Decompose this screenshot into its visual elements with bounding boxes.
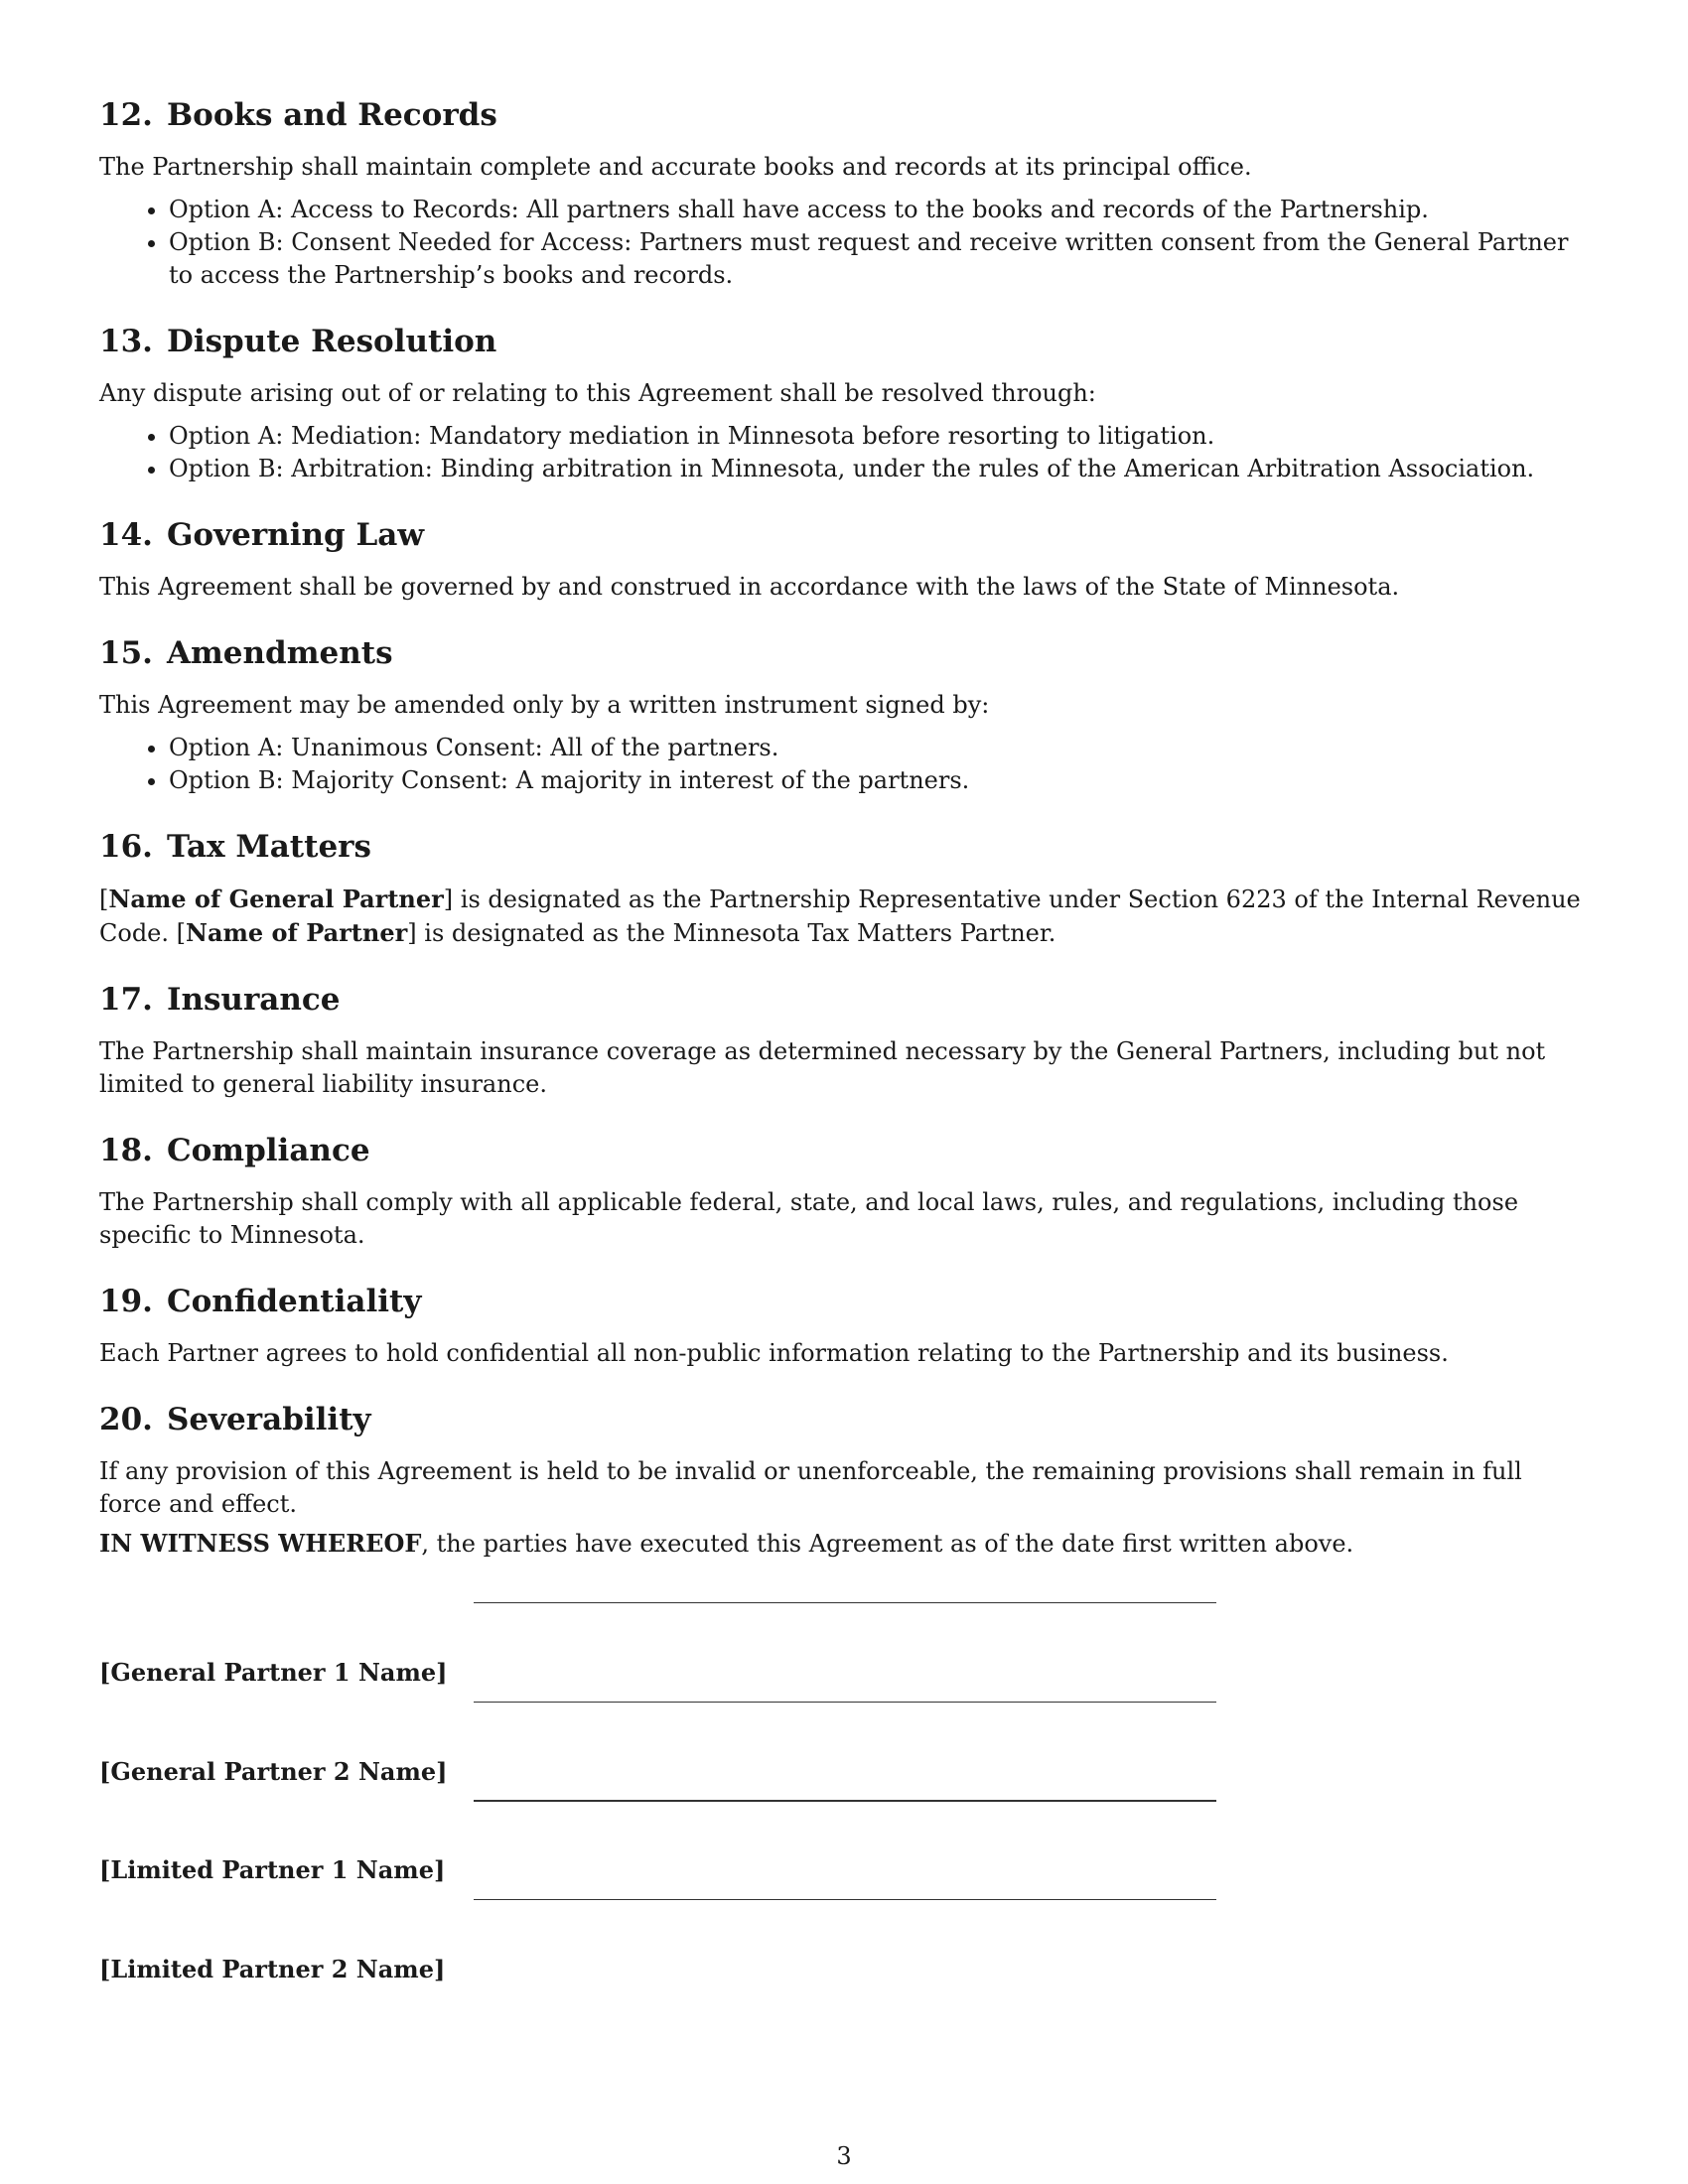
section-body: If any provision of this Agreement is held to be invalid or unenforceable, the remaining provisions shall remain in full force and effect. xyxy=(99,1457,1522,1518)
options-list xyxy=(99,732,1589,797)
section-severability xyxy=(99,1400,1589,1561)
section-heading: 19. Confidentiality xyxy=(99,1284,422,1319)
section-body: Any dispute arising out of or relating to this Agreement shall be resolved through: xyxy=(99,379,1096,407)
page-number: 3 xyxy=(836,2142,852,2170)
list-item: • Option A: Unanimous Consent: All of the partners. xyxy=(169,732,1589,764)
list-item: • Option B: Consent Needed for Access: Partners must request and receive written consent from the General Partner to access the Partnership’s books and records. xyxy=(169,226,1589,292)
section-insurance xyxy=(99,980,1589,1101)
section-heading: 12. Books and Records xyxy=(99,97,497,133)
section-tax-matters xyxy=(99,827,1589,950)
section-heading: 14. Governing Law xyxy=(99,517,425,553)
section-books-and-records xyxy=(99,95,1589,292)
section-compliance xyxy=(99,1131,1589,1252)
section-body: The Partnership shall maintain insurance coverage as determined necessary by the General Partners, including but not limited to general liability insurance. xyxy=(99,1037,1546,1098)
section-body: [Name of General Partner] is designated as the Partnership Representative under Section 6223 of the Internal Revenue Code. [Name of Partner] is designated as the Minnesota Tax Matters Partner. xyxy=(99,885,1581,947)
section-heading: 17. Insurance xyxy=(99,982,341,1018)
section-dispute-resolution xyxy=(99,322,1589,485)
list-item: • Option A: Access to Records: All partners shall have access to the books and records of the Partnership. xyxy=(169,194,1589,226)
section-heading: 13. Dispute Resolution xyxy=(99,324,497,359)
signature-line xyxy=(474,1702,1216,1703)
section-heading: 15. Amendments xyxy=(99,635,393,671)
document-content xyxy=(99,95,1589,1983)
witness-clause: IN WITNESS WHEREOF, the parties have executed this Agreement as of the date first written above. xyxy=(99,1529,1354,1558)
signature-name: [General Partner 2 Name] xyxy=(99,1757,448,1786)
section-heading: 20. Severability xyxy=(99,1402,371,1437)
options-list xyxy=(99,194,1589,292)
section-amendments xyxy=(99,633,1589,797)
section-governing-law xyxy=(99,515,1589,604)
signature-name: [Limited Partner 1 Name] xyxy=(99,1855,446,1884)
placeholder-partner: Name of Partner xyxy=(186,918,408,947)
signature-line xyxy=(474,1899,1216,1900)
section-confidentiality xyxy=(99,1282,1589,1370)
list-item: • Option B: Majority Consent: A majority in interest of the partners. xyxy=(169,764,1589,797)
section-heading: 16. Tax Matters xyxy=(99,829,371,865)
signature-block xyxy=(99,1561,1589,1983)
section-heading: 18. Compliance xyxy=(99,1133,370,1168)
signature-name: [General Partner 1 Name] xyxy=(99,1658,448,1687)
section-body: The Partnership shall comply with all applicable federal, state, and local laws, rules, and regulations, including those specific to Minnesota. xyxy=(99,1188,1519,1249)
list-item: • Option A: Mediation: Mandatory mediation in Minnesota before resorting to litigation. xyxy=(169,420,1589,453)
section-body: This Agreement may be amended only by a written instrument signed by: xyxy=(99,691,990,719)
signature-line xyxy=(474,1800,1216,1802)
options-list xyxy=(99,420,1589,485)
placeholder-general-partner: Name of General Partner xyxy=(108,885,444,913)
section-body: Each Partner agrees to hold confidential all non-public information relating to the Partnership and its business. xyxy=(99,1339,1449,1367)
section-body: The Partnership shall maintain complete and accurate books and records at its principal office. xyxy=(99,153,1252,181)
signature-name: [Limited Partner 2 Name] xyxy=(99,1955,446,1983)
list-item: • Option B: Arbitration: Binding arbitration in Minnesota, under the rules of the American Arbitration Association. xyxy=(169,453,1589,485)
signature-line xyxy=(474,1602,1216,1603)
section-body: This Agreement shall be governed by and construed in accordance with the laws of the State of Minnesota. xyxy=(99,573,1400,601)
